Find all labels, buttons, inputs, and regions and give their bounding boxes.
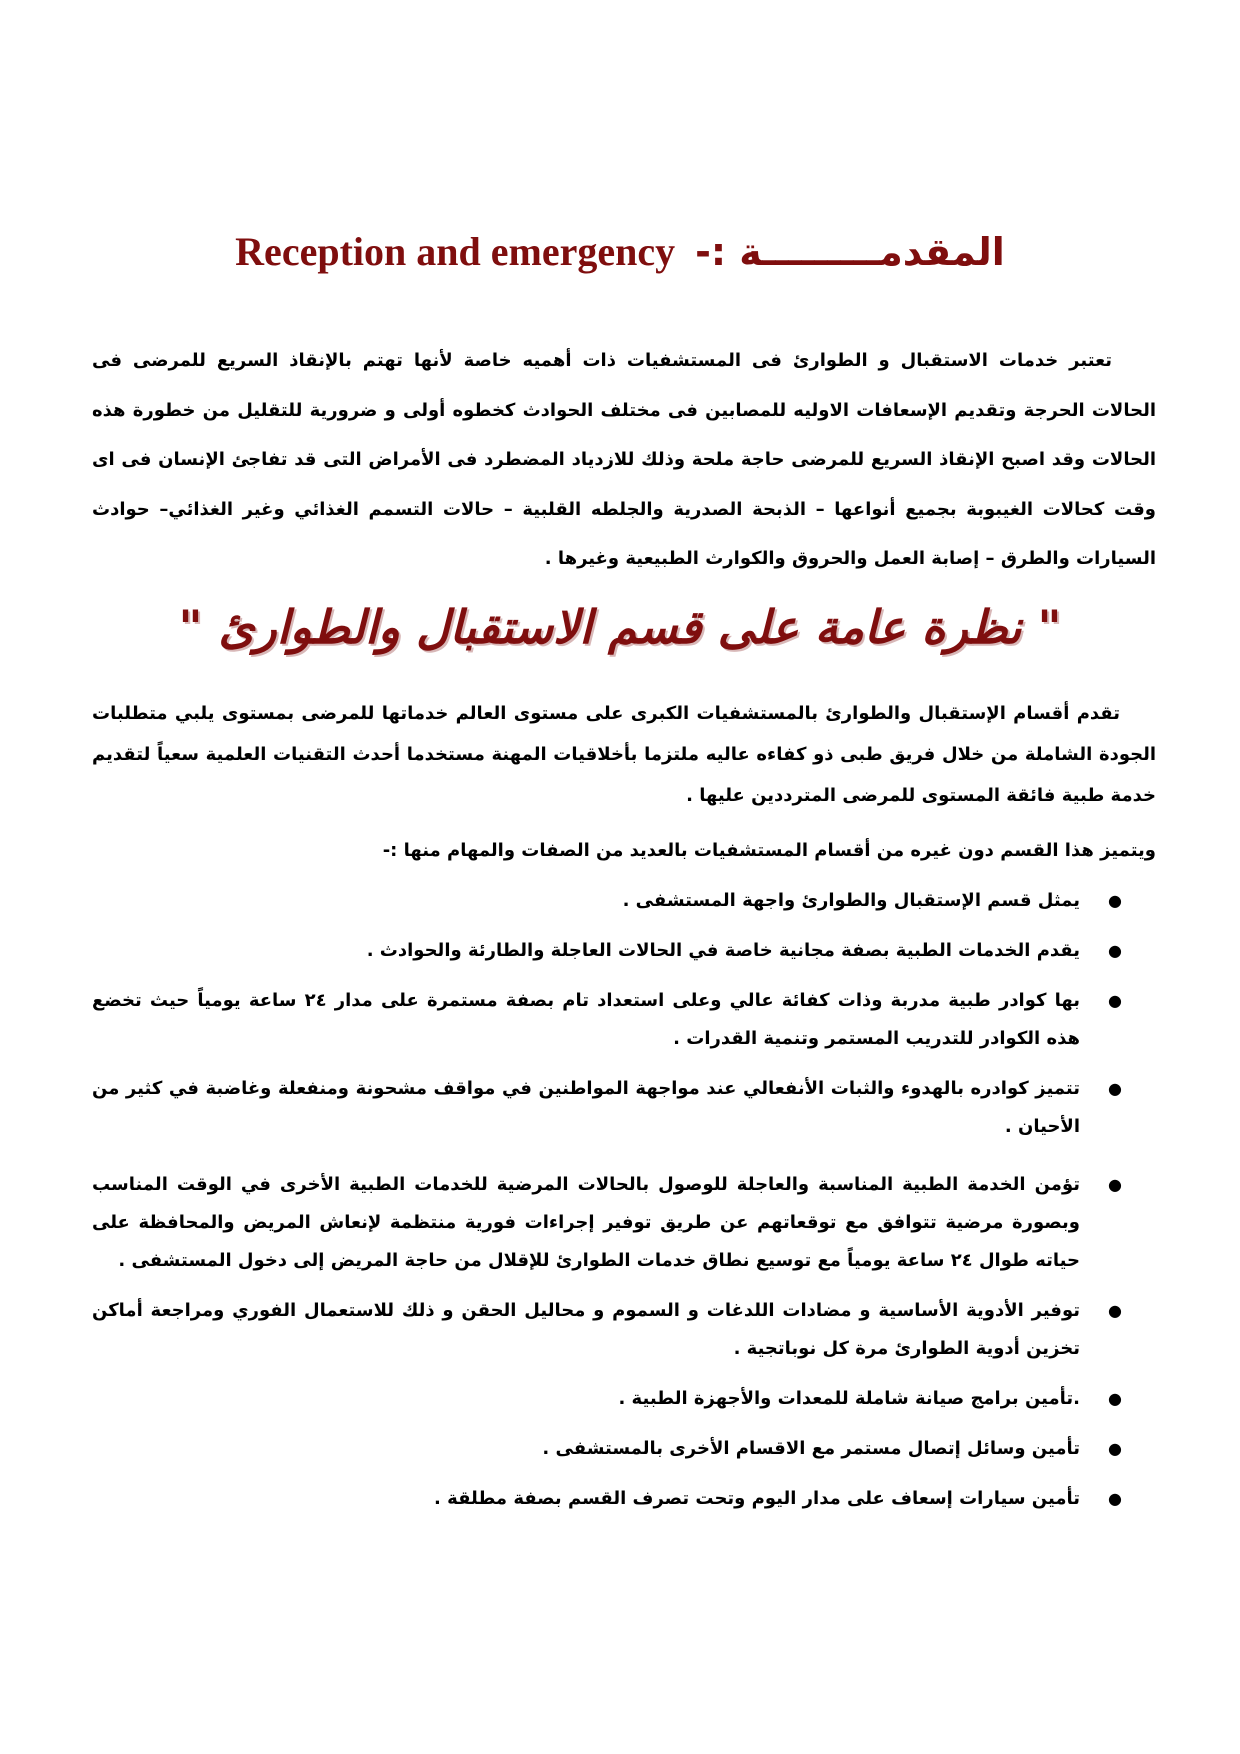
bullet-icon: ● — [1108, 1175, 1122, 1194]
list-item-text: تؤمن الخدمة الطبية المناسبة والعاجلة للوصول بالحالات المرضية للخدمات الطبية الأخرى في الوقت المناسب وبصورة مرضية تتوافق مع توقعاتهم عن طريق توفير إجراءات فورية منتظمة لإنعاش المريض والمحافظة على حياته طوال ٢٤ ساعة يومياً مع توسيع نطاق خدمات الطوارئ للإقلال من حاجة المريض إلى دخول المستشفى . — [92, 1174, 1080, 1271]
list-item-text: توفير الأدوية الأساسية و مضادات اللدغات و السموم و محاليل الحقن و ذلك للاستعمال الفوري ومراجعة أماكن تخزين أدوية الطوارئ مرة كل نوباتجية . — [92, 1300, 1080, 1359]
bullet-icon: ● — [1108, 991, 1122, 1010]
list-item — [92, 1070, 1156, 1146]
page-title — [0, 228, 1240, 275]
list-item — [92, 1166, 1156, 1280]
list-item-text: تتميز كوادره بالهدوء والثبات الأنفعالي عند مواجهة المواطنين في مواقف مشحونة ومنفعلة وغاضبة في كثير من الأحيان . — [92, 1078, 1080, 1137]
list-item — [92, 1430, 1156, 1468]
list-item-text: .تأمين برامج صيانة شاملة للمعدات والأجهزة الطبية . — [618, 1388, 1080, 1409]
title-arabic: المقدمـــــــــة :- — [695, 230, 1005, 274]
list-item — [92, 1380, 1156, 1418]
bullet-icon: ● — [1108, 941, 1122, 960]
bullet-icon: ● — [1108, 1301, 1122, 1320]
title-english: Reception and emergency — [235, 229, 676, 274]
bullet-icon: ● — [1108, 1489, 1122, 1508]
overview-paragraph: تقدم أقسام الإستقبال والطوارئ بالمستشفيات الكبرى على مستوى العالم خدماتها للمرضى بمستوى يلبي متطلبات الجودة الشاملة من خلال فريق طبى ذو كفاءه عاليه ملتزما بأخلاقيات المهنة مستخدما أحدث التقنيات العلمية سعياً لتقديم خدمة طبية فائقة المستوى للمرضى المترددين عليها . — [92, 703, 1156, 806]
bullet-icon: ● — [1108, 1389, 1122, 1408]
list-item-text: يمثل قسم الإستقبال والطوارئ واجهة المستشفى . — [622, 890, 1080, 911]
list-item — [92, 982, 1156, 1058]
list-item-text: تأمين سيارات إسعاف على مدار اليوم وتحت تصرف القسم بصفة مطلقة . — [434, 1488, 1080, 1509]
features-list — [92, 882, 1156, 1518]
bullet-icon: ● — [1108, 891, 1122, 910]
list-item-text: يقدم الخدمات الطبية بصفة مجانية خاصة في الحالات العاجلة والطارئة والحوادث . — [366, 940, 1080, 961]
list-item — [92, 932, 1156, 970]
list-item — [92, 1292, 1156, 1368]
intro-paragraph: تعتبر خدمات الاستقبال و الطوارئ فى المستشفيات ذات أهميه خاصة لأنها تهتم بالإنقاذ السريع للمرضى فى الحالات الحرجة وتقديم الإسعافات الاوليه للمصابين فى مختلف الحوادث كخطوه أولى و ضرورية للتقليل من خطورة هذه الحالات وقد اصبح الإنقاذ السريع للمرضى حاجة ملحة وذلك للازدياد المضطرد فى الأمراض التى قد تفاجئ الإنسان فى اى وقت كحالات الغيبوبة بجميع أنواعها – الذبحة الصدرية والجلطه القلبية – حالات التسمم الغذائي وغير الغذائي– حوادث السيارات والطرق – إصابة العمل والحروق والكوارث الطبيعية وغيرها . — [92, 350, 1156, 569]
list-item-text: بها كوادر طبية مدربة وذات كفائة عالي وعلى استعداد تام بصفة مستمرة على مدار ٢٤ ساعة يومياً حيث تخضع هذه الكوادر للتدريب المستمر وتنمية القدرات . — [92, 990, 1081, 1049]
section-heading: " نظرة عامة على قسم الاستقبال والطوارئ " — [178, 600, 1062, 654]
bullet-icon: ● — [1108, 1439, 1122, 1458]
list-item — [92, 1480, 1156, 1518]
list-intro: ويتميز هذا القسم دون غيره من أقسام المستشفيات بالعديد من الصفات والمهام منها :- — [382, 840, 1156, 861]
list-item — [92, 882, 1156, 920]
bullet-icon: ● — [1108, 1079, 1122, 1098]
list-item-text: تأمين وسائل إتصال مستمر مع الاقسام الأخرى بالمستشفى . — [542, 1438, 1080, 1459]
